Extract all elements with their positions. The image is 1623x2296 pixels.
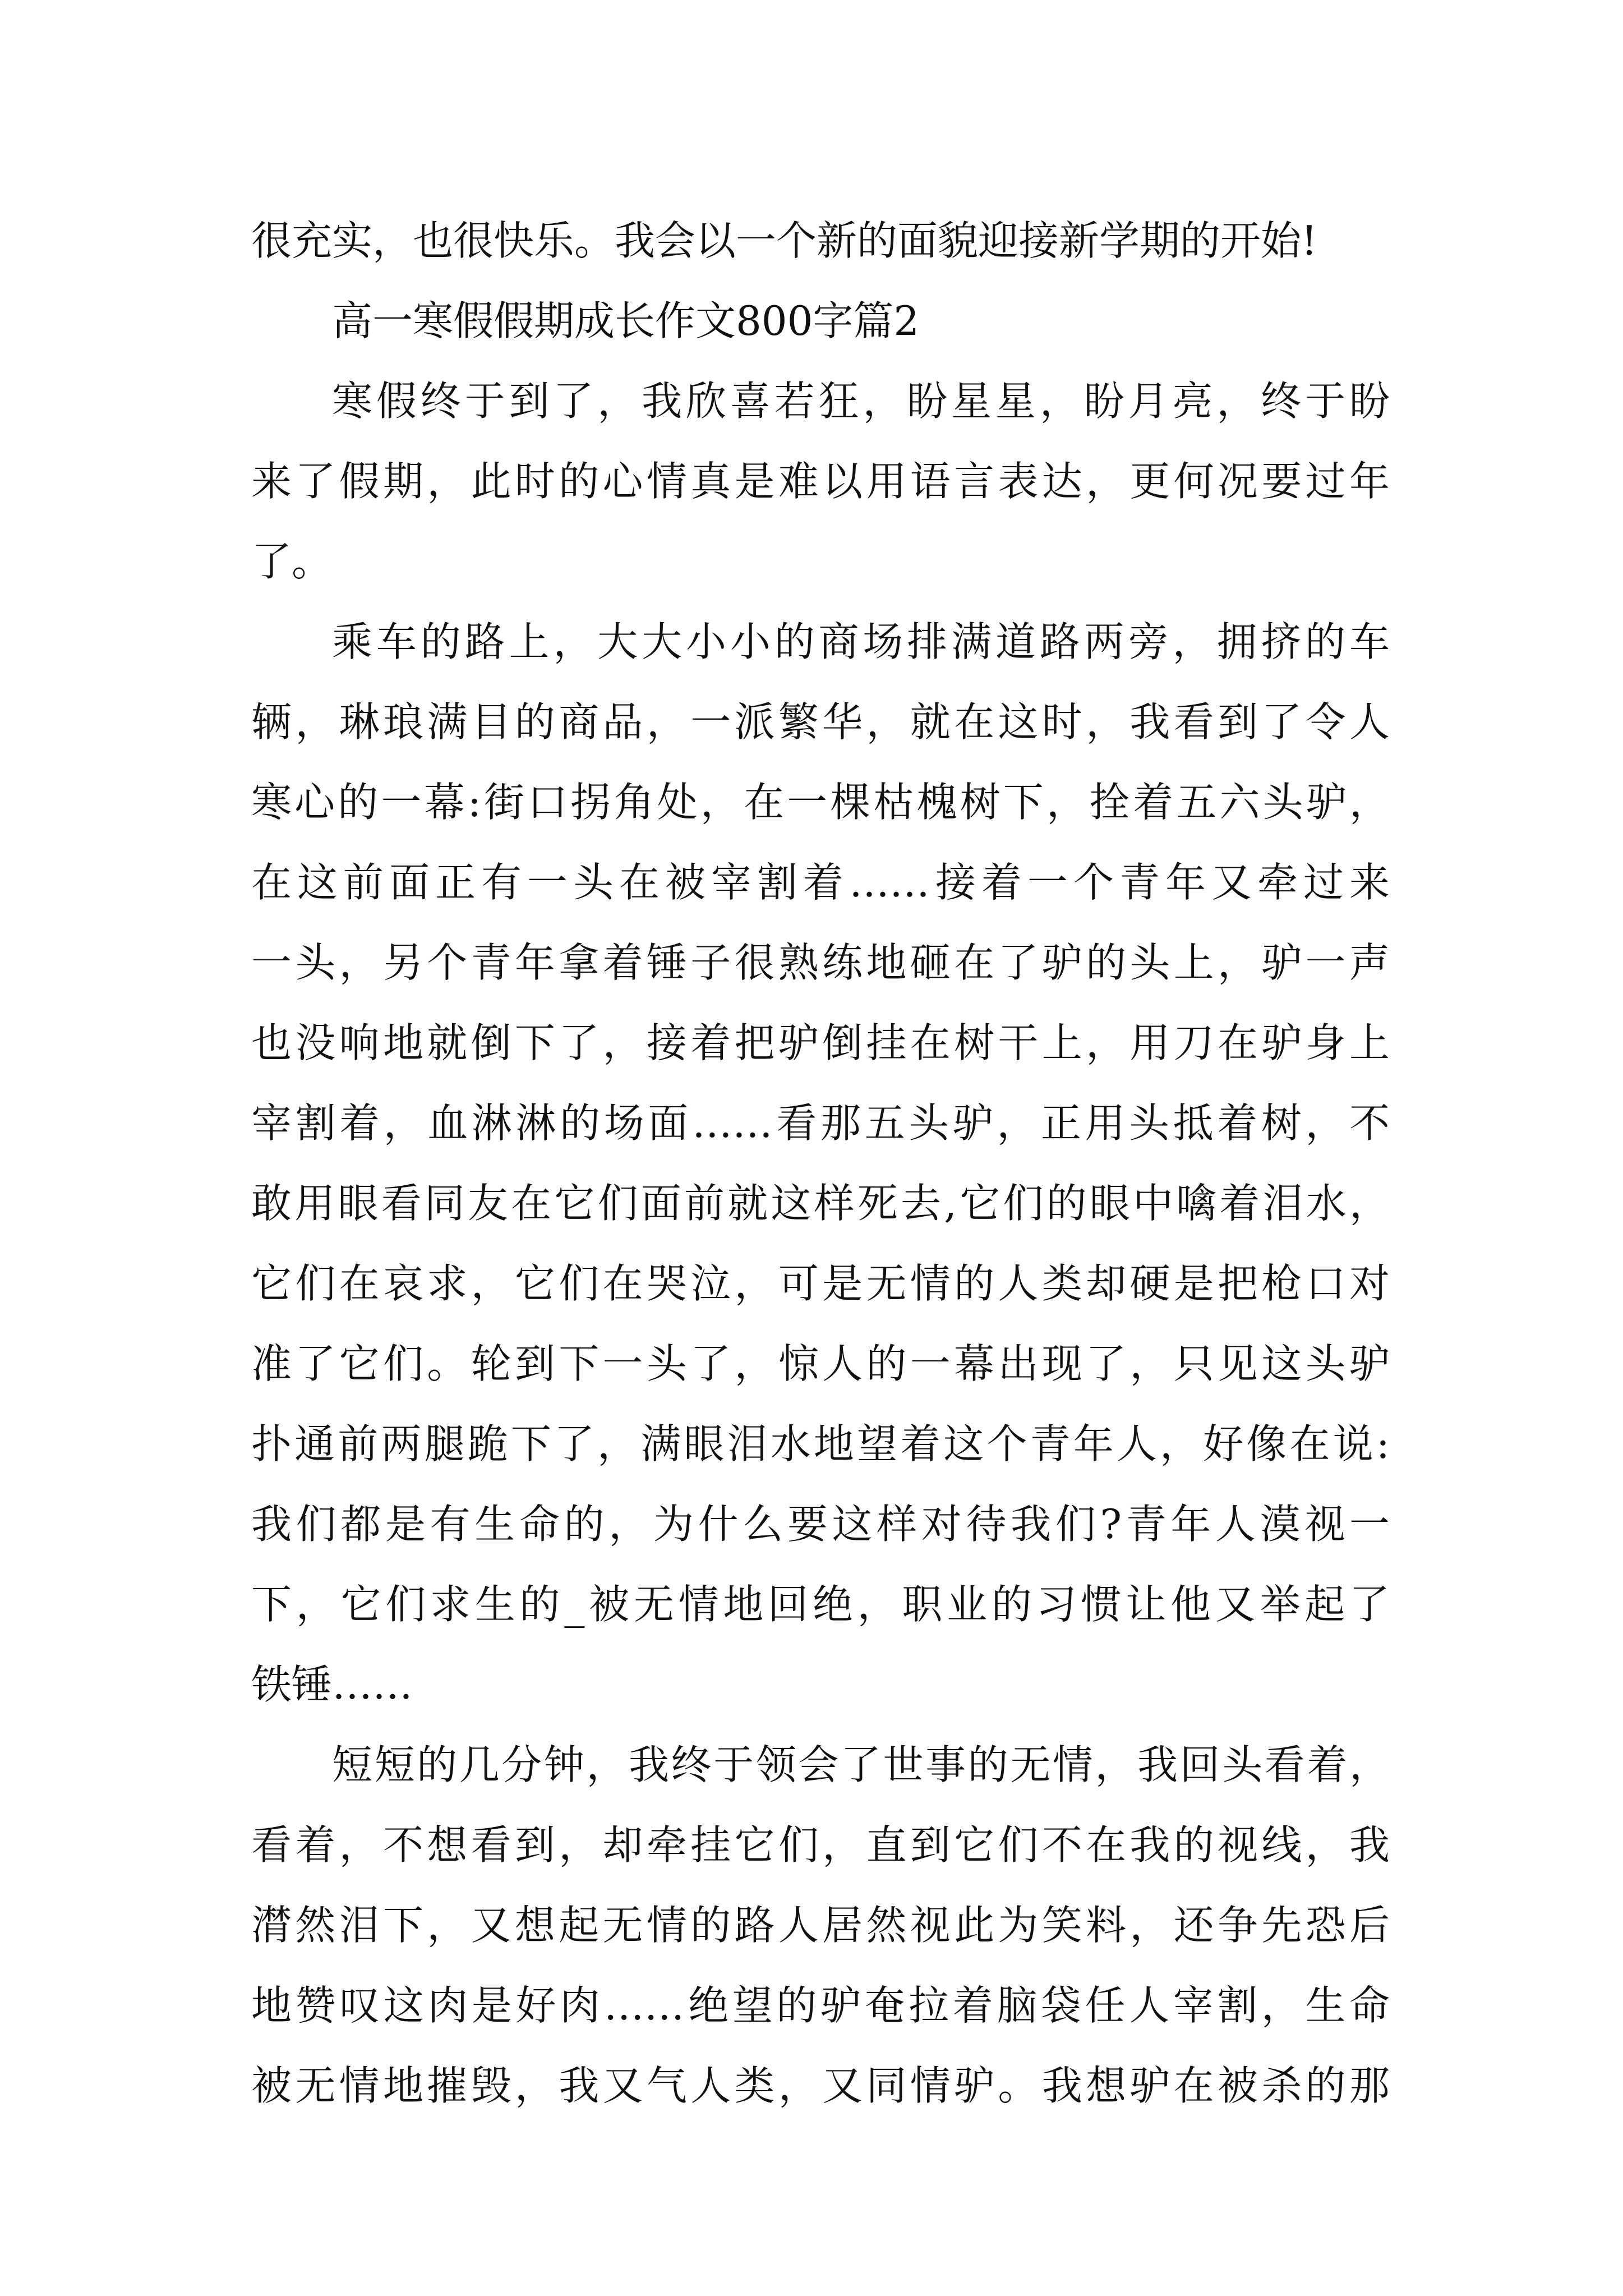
text-line: 地赞叹这肉是好肉……绝望的驴奄拉着脑袋任人宰割，生命	[251, 1982, 1390, 2029]
text-line: 准了它们。轮到下一头了，惊人的一幕出现了，只见这头驴	[251, 1340, 1390, 1387]
text-line: 它们在哀求，它们在哭泣，可是无情的人类却硬是把枪口对	[251, 1260, 1390, 1307]
text-line: 了。	[251, 538, 333, 585]
essay-body	[251, 201, 1390, 2126]
paragraph-first-line: 寒假终于到了，我欣喜若狂，盼星星，盼月亮，终于盼	[332, 378, 1390, 425]
text-line: 我们都是有生命的，为什么要这样对待我们?青年人漠视一	[251, 1501, 1390, 1548]
text-line: 铁锤……	[251, 1661, 413, 1708]
text-line: 潸然泪下，又想起无情的路人居然视此为笑料，还争先恐后	[251, 1902, 1390, 1949]
paragraph-first-line: 乘车的路上，大大小小的商场排满道路两旁，拥挤的车	[332, 618, 1390, 665]
text-line: 来了假期，此时的心情真是难以用语言表达，更何况要过年	[251, 458, 1390, 505]
text-line: 一头，另个青年拿着锤子很熟练地砸在了驴的头上，驴一声	[251, 939, 1390, 986]
text-line: 也没响地就倒下了，接着把驴倒挂在树干上，用刀在驴身上	[251, 1019, 1390, 1066]
paragraph-first-line: 短短的几分钟，我终于领会了世事的无情，我回头看着，	[332, 1741, 1390, 1788]
text-line: 敢用眼看同友在它们面前就这样死去,它们的眼中噙着泪水，	[251, 1180, 1390, 1227]
text-line: 宰割着，血淋淋的场面……看那五头驴，正用头抵着树，不	[251, 1099, 1390, 1147]
text-line: 扑通前两腿跪下了，满眼泪水地望着这个青年人，好像在说:	[251, 1420, 1390, 1467]
text-line: 很充实，也很快乐。我会以一个新的面貌迎接新学期的开始!	[251, 217, 1317, 264]
text-line: 辆，琳琅满目的商品，一派繁华，就在这时，我看到了令人	[251, 698, 1390, 746]
text-line: 下，它们求生的_被无情地回绝，职业的习惯让他又举起了	[251, 1581, 1390, 1628]
text-line: 被无情地摧毁，我又气人类，又同情驴。我想驴在被杀的那	[251, 2062, 1390, 2109]
text-line: 在这前面正有一头在被宰割着……接着一个青年又牵过来	[251, 859, 1390, 906]
text-line: 寒心的一幕:街口拐角处，在一棵枯槐树下，拴着五六头驴，	[251, 779, 1390, 826]
text-line: 看着，不想看到，却牵挂它们，直到它们不在我的视线，我	[251, 1821, 1390, 1869]
section-heading: 高一寒假假期成长作文800字篇2	[332, 297, 920, 344]
